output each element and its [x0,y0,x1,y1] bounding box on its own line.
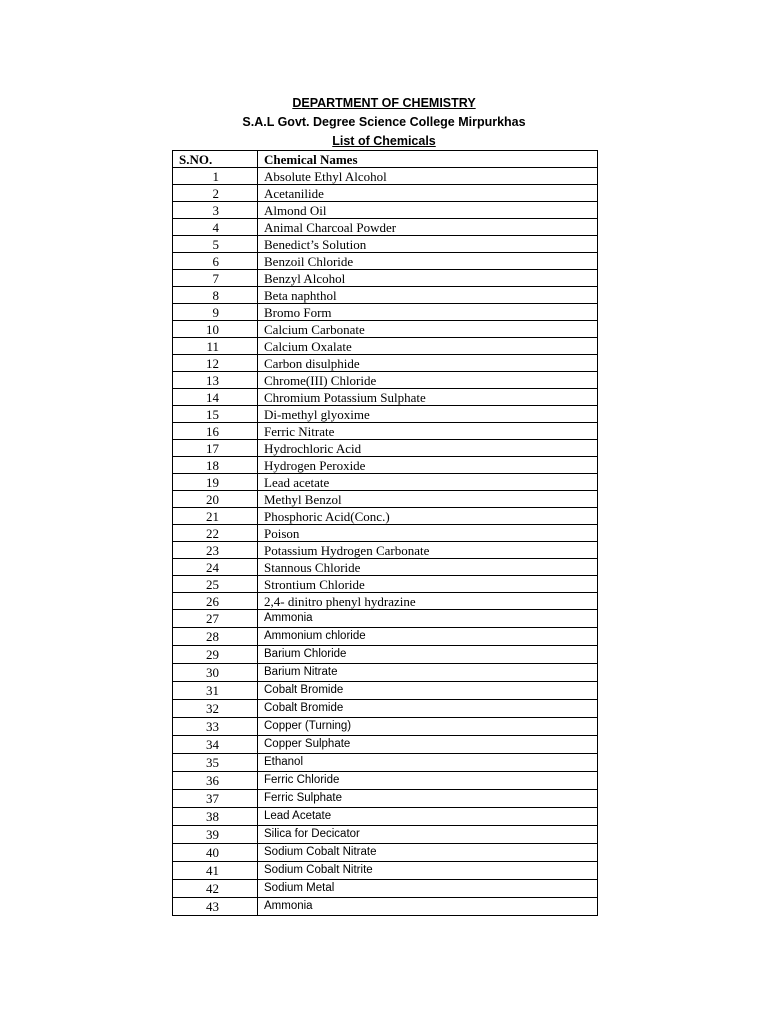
chemical-name-cell: Silica for Decicator [258,826,598,844]
column-header-chemical-names: Chemical Names [258,151,598,168]
table-row [173,168,598,185]
chemical-name-cell: Animal Charcoal Powder [258,219,598,236]
table-row [173,219,598,236]
table-row [173,457,598,474]
table-row [173,880,598,898]
table-row [173,559,598,576]
serial-number-cell: 38 [173,808,258,826]
chemical-name-cell: Hydrogen Peroxide [258,457,598,474]
table-row [173,423,598,440]
table-row [173,525,598,542]
table-row [173,862,598,880]
serial-number-cell: 39 [173,826,258,844]
chemical-name-cell: Potassium Hydrogen Carbonate [258,542,598,559]
chemical-name-cell: Phosphoric Acid(Conc.) [258,508,598,525]
chemical-name-cell: Cobalt Bromide [258,700,598,718]
table-row [173,718,598,736]
table-row [173,185,598,202]
chemical-name-cell: Chrome(III) Chloride [258,372,598,389]
serial-number-cell: 22 [173,525,258,542]
serial-number-cell: 37 [173,790,258,808]
chemical-name-cell: Ethanol [258,754,598,772]
chemicals-table [172,150,598,916]
table-row [173,664,598,682]
chemical-name-cell: Almond Oil [258,202,598,219]
serial-number-cell: 15 [173,406,258,423]
chemical-name-cell: Bromo Form [258,304,598,321]
table-row [173,790,598,808]
table-row [173,338,598,355]
serial-number-cell: 27 [173,610,258,628]
chemical-name-cell: Sodium Cobalt Nitrite [258,862,598,880]
chemical-name-cell: Copper Sulphate [258,736,598,754]
serial-number-cell: 41 [173,862,258,880]
serial-number-cell: 11 [173,338,258,355]
table-row [173,355,598,372]
serial-number-cell: 29 [173,646,258,664]
chemical-name-cell: Calcium Oxalate [258,338,598,355]
chemical-name-cell: Ferric Sulphate [258,790,598,808]
serial-number-cell: 32 [173,700,258,718]
chemical-name-cell: Barium Nitrate [258,664,598,682]
serial-number-cell: 40 [173,844,258,862]
table-row [173,287,598,304]
table-row [173,508,598,525]
serial-number-cell: 5 [173,236,258,253]
department-title: DEPARTMENT OF CHEMISTRY [292,96,476,110]
table-row [173,700,598,718]
serial-number-cell: 16 [173,423,258,440]
chemical-name-cell: Ammonium chloride [258,628,598,646]
chemical-name-cell: Methyl Benzol [258,491,598,508]
serial-number-cell: 4 [173,219,258,236]
chemical-name-cell: Acetanilide [258,185,598,202]
serial-number-cell: 7 [173,270,258,287]
table-row [173,474,598,491]
chemical-name-cell: Lead Acetate [258,808,598,826]
table-row [173,898,598,916]
chemical-name-cell: Poison [258,525,598,542]
chemical-name-cell: Benzoil Chloride [258,253,598,270]
serial-number-cell: 35 [173,754,258,772]
table-row [173,826,598,844]
table-row [173,610,598,628]
serial-number-cell: 28 [173,628,258,646]
serial-number-cell: 14 [173,389,258,406]
table-row [173,682,598,700]
chemical-name-cell: Calcium Carbonate [258,321,598,338]
serial-number-cell: 6 [173,253,258,270]
chemical-name-cell: Benzyl Alcohol [258,270,598,287]
table-row [173,844,598,862]
chemical-name-cell: Barium Chloride [258,646,598,664]
table-row [173,321,598,338]
serial-number-cell: 31 [173,682,258,700]
table-header-row [173,151,598,168]
chemical-name-cell: Absolute Ethyl Alcohol [258,168,598,185]
chemical-name-cell: Copper (Turning) [258,718,598,736]
chemical-name-cell: 2,4- dinitro phenyl hydrazine [258,593,598,610]
table-row [173,372,598,389]
chemical-name-cell: Ammonia [258,898,598,916]
table-row [173,389,598,406]
college-name: S.A.L Govt. Degree Science College Mirpurkhas [242,115,526,129]
table-row [173,593,598,610]
serial-number-cell: 1 [173,168,258,185]
chemical-name-cell: Di-methyl glyoxime [258,406,598,423]
serial-number-cell: 10 [173,321,258,338]
table-row [173,772,598,790]
chemical-name-cell: Ferric Chloride [258,772,598,790]
table-row [173,236,598,253]
serial-number-cell: 8 [173,287,258,304]
serial-number-cell: 33 [173,718,258,736]
serial-number-cell: 18 [173,457,258,474]
serial-number-cell: 2 [173,185,258,202]
serial-number-cell: 26 [173,593,258,610]
table-row [173,646,598,664]
chemical-name-cell: Sodium Cobalt Nitrate [258,844,598,862]
table-row [173,808,598,826]
serial-number-cell: 17 [173,440,258,457]
chemical-name-cell: Hydrochloric Acid [258,440,598,457]
serial-number-cell: 3 [173,202,258,219]
serial-number-cell: 24 [173,559,258,576]
serial-number-cell: 34 [173,736,258,754]
chemical-name-cell: Chromium Potassium Sulphate [258,389,598,406]
serial-number-cell: 36 [173,772,258,790]
table-row [173,202,598,219]
serial-number-cell: 43 [173,898,258,916]
table-row [173,628,598,646]
table-row [173,491,598,508]
chemical-name-cell: Beta naphthol [258,287,598,304]
serial-number-cell: 25 [173,576,258,593]
serial-number-cell: 12 [173,355,258,372]
serial-number-cell: 23 [173,542,258,559]
chemical-name-cell: Ferric Nitrate [258,423,598,440]
list-title: List of Chemicals [332,134,436,148]
serial-number-cell: 19 [173,474,258,491]
table-row [173,440,598,457]
serial-number-cell: 9 [173,304,258,321]
serial-number-cell: 13 [173,372,258,389]
table-row [173,253,598,270]
table-row [173,406,598,423]
table-row [173,542,598,559]
serial-number-cell: 20 [173,491,258,508]
chemical-name-cell: Ammonia [258,610,598,628]
serial-number-cell: 42 [173,880,258,898]
table-row [173,270,598,287]
table-row [173,576,598,593]
chemical-name-cell: Cobalt Bromide [258,682,598,700]
table-row [173,304,598,321]
chemical-name-cell: Stannous Chloride [258,559,598,576]
chemical-name-cell: Strontium Chloride [258,576,598,593]
chemical-name-cell: Carbon disulphide [258,355,598,372]
chemical-name-cell: Lead acetate [258,474,598,491]
chemical-name-cell: Sodium Metal [258,880,598,898]
chemical-name-cell: Benedict’s Solution [258,236,598,253]
table-row [173,736,598,754]
table-row [173,754,598,772]
serial-number-cell: 30 [173,664,258,682]
table-body [173,168,598,916]
serial-number-cell: 21 [173,508,258,525]
column-header-sno: S.NO. [173,151,258,168]
